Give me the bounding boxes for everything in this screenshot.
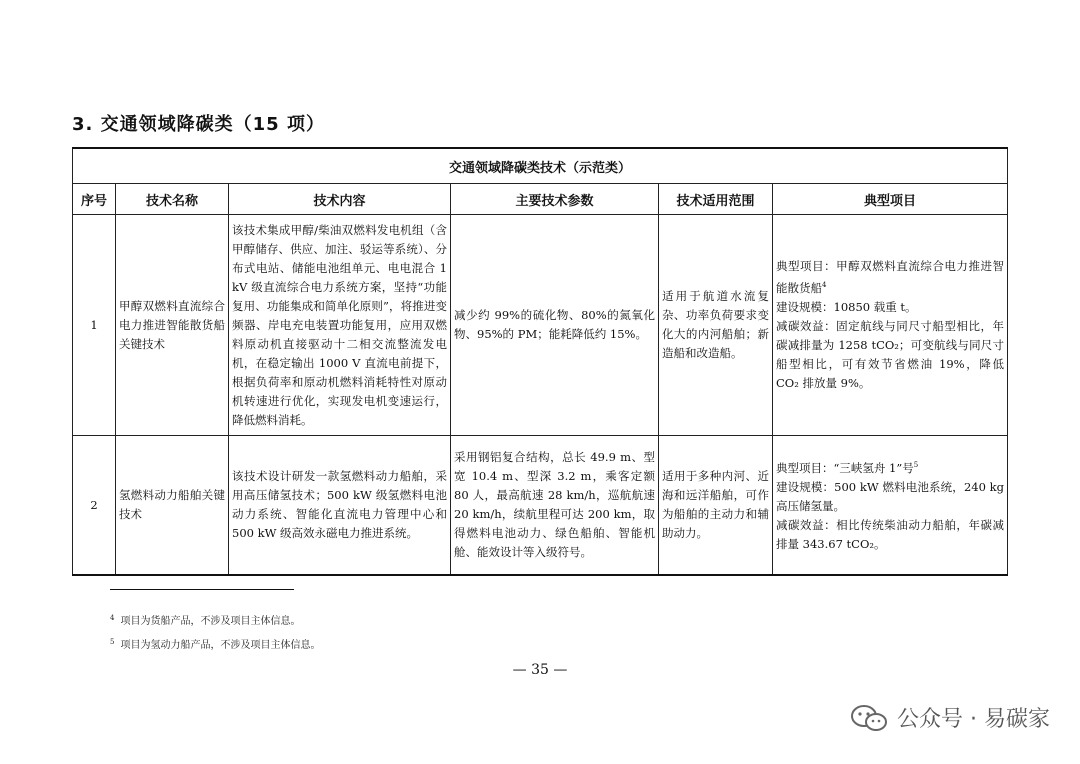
table-caption-row	[73, 148, 1008, 184]
header-scope: 技术适用范围	[659, 184, 773, 215]
row-tech-content: 该技术设计研发一款氢燃料动力船舶，采用高压储氢技术；500 kW 级氢燃料电池动力系统、智能化直流电力管理中心和 500 kW 级高效永磁电力推进系统。	[229, 436, 451, 576]
table-caption: 交通领域降碳类技术（示范类）	[73, 148, 1008, 184]
project-benefit-line: 减碳效益：固定航线与同尺寸船型相比，年碳减排量为 1258 tCO₂；可变航线与同尺寸船型相比，可有效节省燃油 19%，降低 CO₂ 排放量 9%。	[776, 319, 1005, 390]
footnote-mark: 5	[110, 638, 115, 646]
footnote-ref: 5	[913, 461, 919, 469]
row-tech-params: 减少约 99%的硫化物、80%的氮氧化物、95%的 PM；能耗降低约 15%。	[451, 215, 659, 436]
row-no: 2	[73, 436, 116, 576]
header-name: 技术名称	[116, 184, 229, 215]
watermark-text: 公众号 · 易碳家	[897, 707, 1050, 732]
row-tech-name: 甲醇双燃料直流综合电力推进智能散货船关键技术	[116, 215, 229, 436]
tech-table	[72, 147, 1008, 576]
project-scale-line: 建设规模：10850 载重 t。	[776, 300, 917, 314]
footnote-text: 项目为氢动力船产品，不涉及项目主体信息。	[120, 640, 321, 651]
header-params: 主要技术参数	[451, 184, 659, 215]
table-row	[73, 215, 1008, 436]
row-tech-params: 采用钢铝复合结构，总长 49.9 m、型宽 10.4 m、型深 3.2 m，乘客定额 80 人，最高航速 28 km/h，巡航航速 20 km/h，续航里程可达 200 km，取得燃料电池动力、绿色船舶、智能机舱、能效设计等入级符号。	[451, 436, 659, 576]
footnote-text: 项目为货船产品，不涉及项目主体信息。	[120, 616, 301, 627]
row-typical-project	[773, 436, 1008, 576]
page-number: — 35 —	[512, 662, 568, 678]
watermark	[849, 702, 1050, 733]
header-project: 典型项目	[773, 184, 1008, 215]
row-typical-project	[773, 215, 1008, 436]
table-header-row	[73, 184, 1008, 215]
row-tech-scope: 适用于多种内河、近海和远洋船舶，可作为船舶的主动力和辅助动力。	[659, 436, 773, 576]
section-title: 3. 交通领域降碳类（15 项）	[72, 114, 325, 135]
row-tech-name: 氢燃料动力船舶关键技术	[116, 436, 229, 576]
header-content: 技术内容	[229, 184, 451, 215]
table-row	[73, 436, 1008, 576]
footnote-5	[110, 636, 320, 651]
row-tech-content: 该技术集成甲醇/柴油双燃料发电机组（含甲醇储存、供应、加注、驳运等系统）、分布式电站、储能电池组单元、电电混合 1 kV 级直流综合电力系统方案，坚持“功能复用、功能集成和简单化原则”，将推进变频器、岸电充电装置功能复用，应用双燃料原动机直接驱动十二相交流整流发电机，在稳定输出 1000 V 直流电前提下，根据负荷率和原动机燃料消耗特性对原动机转速进行优化，实现发电机变速运行，降低燃料消耗。	[229, 215, 451, 436]
tech-table-container	[72, 147, 1007, 576]
project-title-line: 典型项目：甲醇双燃料直流综合电力推进智能散货船$^4$	[776, 259, 1005, 295]
footnote-divider	[110, 589, 294, 590]
row-tech-scope: 适用于航道水流复杂、功率负荷要求变化大的内河船舶；新造船和改造船。	[659, 215, 773, 436]
project-benefit-line: 减碳效益：相比传统柴油动力船舶，年碳减排量 343.67 tCO₂。	[776, 518, 1005, 551]
footnote-mark: 4	[110, 614, 115, 622]
footnote-ref: 4	[822, 281, 827, 289]
project-title-line: 典型项目：“三峡氢舟 1”号$^5$	[776, 461, 919, 475]
wechat-icon	[849, 703, 889, 733]
header-no: 序号	[73, 184, 116, 215]
footnote-4	[110, 612, 300, 627]
project-scale-line: 建设规模：500 kW 燃料电池系统，240 kg 高压储氢量。	[776, 480, 1005, 513]
row-no: 1	[73, 215, 116, 436]
